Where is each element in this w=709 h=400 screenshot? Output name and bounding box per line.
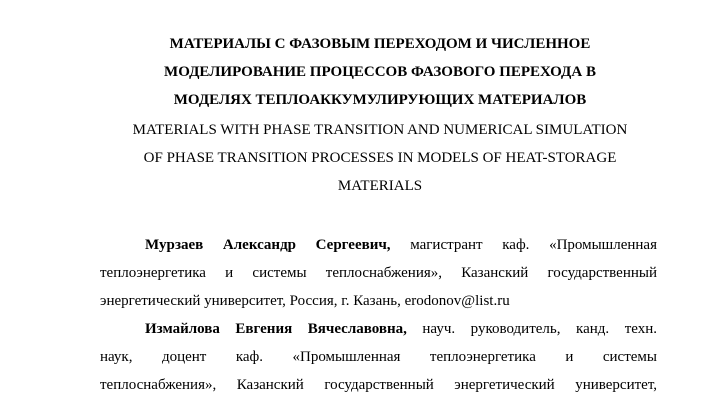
author-2-line-2: наук, доцент каф. «Промышленная теплоэнергетика и системы: [100, 349, 657, 365]
author-2-line-1: [100, 315, 657, 343]
title-english: [100, 116, 660, 200]
title-russian: [100, 30, 660, 114]
author-1-name: Мурзаев Александр Сергеевич,: [145, 237, 391, 253]
author-2-line-3: теплоснабжения», Казанский государственный энергетический университет,: [100, 377, 657, 393]
title-ru-line-2: МОДЕЛИРОВАНИЕ ПРОЦЕССОВ ФАЗОВОГО ПЕРЕХОДА В: [164, 64, 596, 80]
author-1-paragraph: [100, 231, 657, 315]
title-en-line-1: MATERIALS WITH PHASE TRANSITION AND NUMERICAL SIMULATION: [132, 122, 628, 138]
title-ru-line-3: МОДЕЛЯХ ТЕПЛОАККУМУЛИРУЮЩИХ МАТЕРИАЛОВ: [173, 92, 587, 108]
title-en-line-3: MATERIALS: [337, 178, 423, 194]
author-2-role-start: науч. руководитель, канд. техн.: [406, 321, 657, 337]
author-1-affiliation-start: магистрант каф. «Промышленная: [390, 237, 657, 253]
author-2-name: Измайлова Евгения Вячеславовна,: [145, 321, 407, 337]
title-en-line-2: OF PHASE TRANSITION PROCESSES IN MODELS OF HEAT-STORAGE: [143, 150, 617, 166]
author-2-paragraph: [100, 315, 657, 399]
author-1-line-1: [100, 231, 657, 259]
author-1-line-2: теплоэнергетика и системы теплоснабжения», Казанский государственный: [100, 265, 657, 281]
author-1-line-3: энергетический университет, Россия, г. Казань, erodonov@list.ru: [100, 293, 510, 309]
title-ru-line-1: МАТЕРИАЛЫ С ФАЗОВЫМ ПЕРЕХОДОМ И ЧИСЛЕННОЕ: [169, 36, 591, 52]
